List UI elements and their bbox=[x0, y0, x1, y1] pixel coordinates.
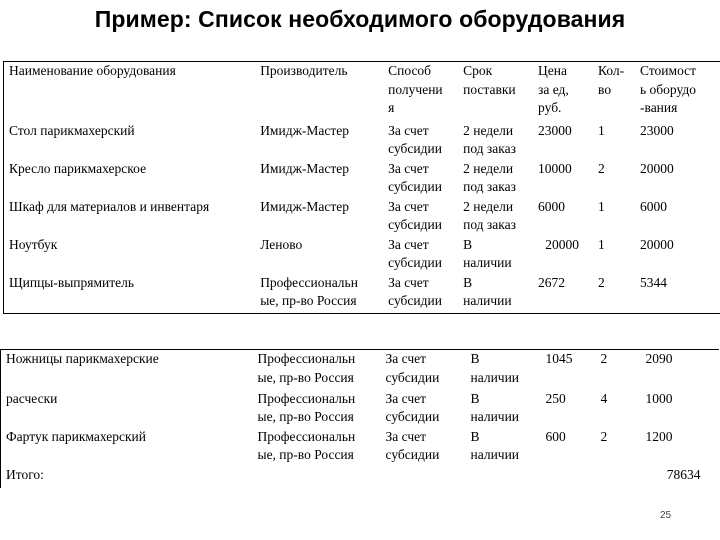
cell-cost: 5344 bbox=[640, 274, 667, 290]
cell-maker: Леново bbox=[260, 236, 303, 252]
cell-method: За счет субсидии bbox=[385, 390, 440, 425]
cell-price: 10000 bbox=[538, 160, 572, 176]
table-row bbox=[1, 428, 719, 466]
cell-price: 2672 bbox=[538, 274, 566, 290]
cell-term: В наличии bbox=[463, 274, 512, 309]
cell-name: Шкаф для материалов и инвентаря bbox=[4, 198, 256, 236]
cell-maker: Профессиональн ые, пр-во Россия bbox=[257, 428, 356, 463]
cell-method: За счет субсидии bbox=[385, 351, 440, 385]
cell-term: В наличии bbox=[470, 351, 520, 385]
cell-qty: 1 bbox=[598, 122, 605, 138]
cell-maker: Профессиональн ые, пр-во Россия bbox=[260, 274, 358, 309]
cell-name: Кресло парикмахерское bbox=[4, 160, 256, 198]
cell-cost: 20000 bbox=[640, 160, 674, 176]
cell-price: 250 bbox=[545, 390, 566, 406]
cell-term: В наличии bbox=[470, 390, 520, 425]
cell-price: 23000 bbox=[538, 122, 572, 138]
cell-maker: Имидж-Мастер bbox=[260, 198, 350, 214]
cell-term: В наличии bbox=[470, 428, 520, 463]
cell-qty: 2 bbox=[600, 351, 608, 366]
cell-cost: 2090 bbox=[645, 351, 673, 366]
cell-term: 2 недели под заказ bbox=[463, 160, 516, 195]
cell-maker: Профессиональн ые, пр-во Россия bbox=[257, 351, 356, 385]
cell-cost: 1000 bbox=[645, 390, 673, 406]
table-header-row bbox=[4, 62, 720, 122]
equipment-table-continued bbox=[0, 349, 719, 488]
cell-price: 6000 bbox=[538, 198, 566, 214]
cell-price: 1045 bbox=[545, 351, 573, 366]
cell-price: 20000 bbox=[545, 236, 580, 252]
cell-name: расчески bbox=[1, 390, 253, 428]
cell-method: За счет субсидии bbox=[388, 198, 442, 233]
cell-method: За счет субсидии bbox=[388, 274, 442, 309]
table-row bbox=[1, 350, 719, 390]
slide-title: Пример: Список необходимого оборудования bbox=[94, 6, 626, 32]
table-row bbox=[4, 236, 720, 274]
cell-cost: 20000 bbox=[640, 236, 674, 252]
cell-qty: 4 bbox=[600, 390, 608, 406]
header-term: Срок поставки bbox=[463, 63, 516, 97]
header-qty: Кол- во bbox=[598, 63, 625, 97]
cell-qty: 1 bbox=[598, 236, 605, 252]
cell-qty: 1 bbox=[598, 198, 605, 214]
header-cost: Стоимост ь оборудо -вания bbox=[640, 63, 697, 116]
table-row bbox=[1, 390, 719, 428]
cell-maker: Имидж-Мастер bbox=[260, 122, 350, 138]
header-maker: Производитель bbox=[260, 63, 348, 78]
total-label: Итого: bbox=[1, 466, 253, 488]
cell-name: Стол парикмахерский bbox=[4, 122, 256, 160]
cell-price: 600 bbox=[545, 428, 566, 444]
cell-name: Ноутбук bbox=[4, 236, 256, 274]
cell-name: Щипцы-выпрямитель bbox=[4, 274, 256, 314]
header-price: Цена за ед, руб. bbox=[538, 63, 569, 116]
table-row bbox=[4, 198, 720, 236]
cell-name: Ножницы парикмахерские bbox=[1, 350, 253, 390]
cell-cost: 23000 bbox=[640, 122, 674, 138]
total-row bbox=[1, 466, 719, 488]
header-name: Наименование оборудования bbox=[4, 62, 256, 122]
cell-term: В наличии bbox=[463, 236, 512, 271]
cell-method: За счет субсидии bbox=[388, 160, 442, 195]
table-row bbox=[4, 160, 720, 198]
cell-method: За счет субсидии bbox=[388, 122, 442, 157]
cell-name: Фартук парикмахерский bbox=[1, 428, 253, 466]
header-method: Способ получени я bbox=[388, 63, 443, 116]
table-row bbox=[4, 122, 720, 160]
cell-maker: Профессиональн ые, пр-во Россия bbox=[257, 390, 356, 425]
cell-term: 2 недели под заказ bbox=[463, 198, 516, 233]
table-row bbox=[4, 274, 720, 314]
cell-qty: 2 bbox=[598, 160, 605, 176]
page-number: 25 bbox=[660, 510, 672, 521]
cell-qty: 2 bbox=[598, 274, 605, 290]
cell-term: 2 недели под заказ bbox=[463, 122, 516, 157]
cell-qty: 2 bbox=[600, 428, 608, 444]
cell-cost: 1200 bbox=[645, 428, 673, 444]
cell-method: За счет субсидии bbox=[385, 428, 440, 463]
cell-maker: Имидж-Мастер bbox=[260, 160, 350, 176]
cell-cost: 6000 bbox=[640, 198, 667, 214]
cell-method: За счет субсидии bbox=[388, 236, 442, 271]
total-value: 78634 bbox=[666, 466, 701, 482]
equipment-table bbox=[3, 61, 720, 314]
